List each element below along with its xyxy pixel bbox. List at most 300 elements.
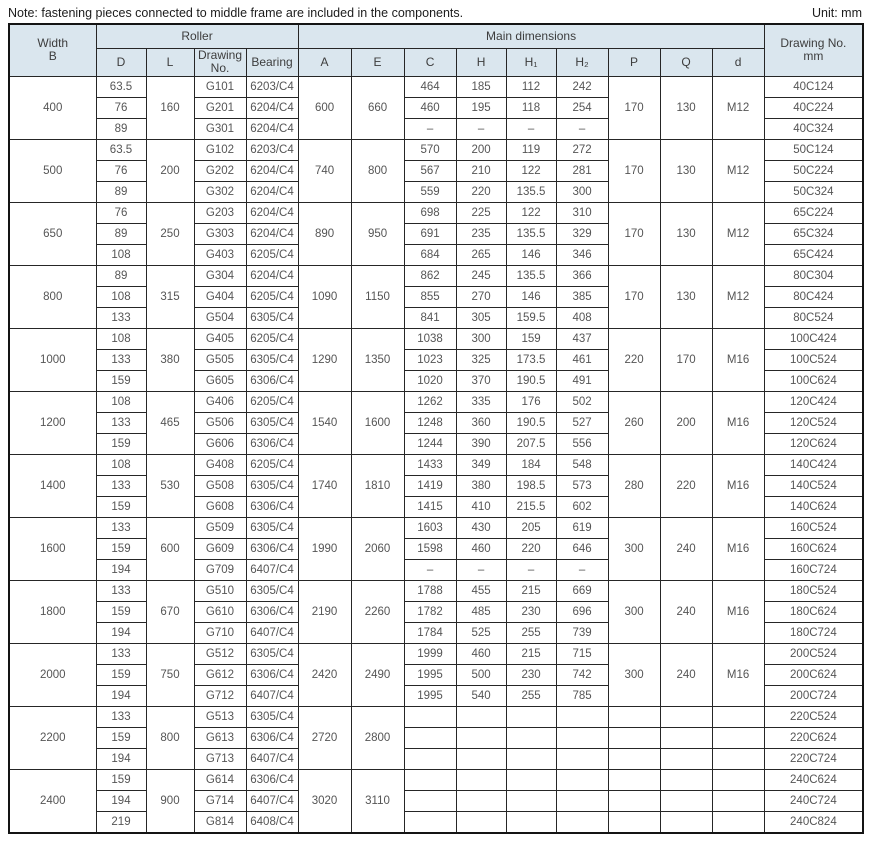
cell-c: 855 — [404, 286, 456, 307]
cell-h2: – — [556, 118, 608, 139]
cell-a: 1290 — [298, 328, 351, 391]
cell-h2 — [556, 790, 608, 811]
cell-d-thread — [712, 727, 764, 748]
cell-h1: 112 — [506, 76, 556, 97]
cell-h1: 122 — [506, 202, 556, 223]
cell-bearing: 6305/C4 — [246, 307, 298, 328]
cell-h2: 300 — [556, 181, 608, 202]
cell-drawing-no-mm: 140C524 — [764, 475, 863, 496]
cell-h1: 205 — [506, 517, 556, 538]
cell-c: 1995 — [404, 685, 456, 706]
cell-h2 — [556, 769, 608, 790]
cell-h1: 135.5 — [506, 181, 556, 202]
cell-h: 270 — [456, 286, 506, 307]
cell-h2: 669 — [556, 580, 608, 601]
cell-roller-d: 133 — [96, 349, 146, 370]
cell-h: 335 — [456, 391, 506, 412]
cell-h1: 173.5 — [506, 349, 556, 370]
cell-bearing: 6407/C4 — [246, 559, 298, 580]
cell-h: 485 — [456, 601, 506, 622]
cell-h1: 146 — [506, 244, 556, 265]
cell-p — [608, 748, 660, 769]
cell-roller-d: 159 — [96, 769, 146, 790]
cell-p — [608, 706, 660, 727]
cell-c — [404, 706, 456, 727]
cell-roller-l: 800 — [146, 706, 194, 769]
cell-drawing-no-mm: 40C324 — [764, 118, 863, 139]
cell-roller-d: 194 — [96, 622, 146, 643]
cell-roller-d: 89 — [96, 118, 146, 139]
cell-q — [660, 727, 712, 748]
cell-h1: 176 — [506, 391, 556, 412]
cell-roller-drawing-no: G301 — [194, 118, 246, 139]
cell-d-thread: M16 — [712, 328, 764, 391]
cell-h2: 272 — [556, 139, 608, 160]
cell-drawing-no-mm: 160C524 — [764, 517, 863, 538]
cell-roller-drawing-no: G101 — [194, 76, 246, 97]
cell-roller-drawing-no: G713 — [194, 748, 246, 769]
cell-c: 1433 — [404, 454, 456, 475]
cell-roller-drawing-no: G814 — [194, 811, 246, 833]
cell-a: 2190 — [298, 580, 351, 643]
cell-h1: 159.5 — [506, 307, 556, 328]
cell-width-b: 1600 — [9, 517, 96, 580]
cell-h: 455 — [456, 580, 506, 601]
cell-a: 1740 — [298, 454, 351, 517]
cell-e: 3110 — [351, 769, 404, 833]
cell-c: 1038 — [404, 328, 456, 349]
cell-c: 1244 — [404, 433, 456, 454]
cell-a: 600 — [298, 76, 351, 139]
header-drawing-no-line2: mm — [803, 49, 824, 64]
cell-h2: 646 — [556, 538, 608, 559]
table-row — [9, 748, 863, 769]
cell-c: 684 — [404, 244, 456, 265]
cell-c — [404, 748, 456, 769]
cell-roller-drawing-no: G509 — [194, 517, 246, 538]
cell-drawing-no-mm: 120C424 — [764, 391, 863, 412]
cell-drawing-no-mm: 100C424 — [764, 328, 863, 349]
cell-roller-l: 250 — [146, 202, 194, 265]
cell-h2: 310 — [556, 202, 608, 223]
cell-h1 — [506, 727, 556, 748]
cell-c: 1603 — [404, 517, 456, 538]
cell-a: 740 — [298, 139, 351, 202]
cell-h: 540 — [456, 685, 506, 706]
cell-c: – — [404, 118, 456, 139]
cell-width-b: 1000 — [9, 328, 96, 391]
header-col-drawing-no: Drawing No. — [194, 49, 246, 77]
cell-h2 — [556, 748, 608, 769]
cell-drawing-no-mm: 160C624 — [764, 538, 863, 559]
cell-c: 460 — [404, 97, 456, 118]
table-row — [9, 580, 863, 601]
cell-roller-drawing-no: G203 — [194, 202, 246, 223]
cell-drawing-no-mm: 140C624 — [764, 496, 863, 517]
header-col-h1: H₁ — [506, 49, 556, 77]
cell-width-b: 800 — [9, 265, 96, 328]
cell-c — [404, 790, 456, 811]
cell-c: 1782 — [404, 601, 456, 622]
cell-c: 559 — [404, 181, 456, 202]
cell-roller-d: 76 — [96, 97, 146, 118]
cell-roller-drawing-no: G510 — [194, 580, 246, 601]
cell-h2: 408 — [556, 307, 608, 328]
cell-h1: 122 — [506, 160, 556, 181]
cell-h1: 230 — [506, 664, 556, 685]
cell-bearing: 6305/C4 — [246, 517, 298, 538]
cell-c — [404, 727, 456, 748]
cell-c — [404, 769, 456, 790]
cell-a: 1540 — [298, 391, 351, 454]
cell-h: 460 — [456, 538, 506, 559]
cell-roller-d: 89 — [96, 265, 146, 286]
cell-roller-l: 670 — [146, 580, 194, 643]
cell-c — [404, 811, 456, 833]
cell-c: 1788 — [404, 580, 456, 601]
header-col-c: C — [404, 49, 456, 77]
cell-roller-drawing-no: G303 — [194, 223, 246, 244]
cell-q — [660, 706, 712, 727]
cell-drawing-no-mm: 50C124 — [764, 139, 863, 160]
cell-h — [456, 706, 506, 727]
cell-h2: 385 — [556, 286, 608, 307]
cell-roller-d: 63.5 — [96, 76, 146, 97]
cell-h2: 254 — [556, 97, 608, 118]
cell-e: 1810 — [351, 454, 404, 517]
cell-drawing-no-mm: 40C224 — [764, 97, 863, 118]
cell-drawing-no-mm: 220C624 — [764, 727, 863, 748]
cell-roller-drawing-no: G403 — [194, 244, 246, 265]
cell-bearing: 6205/C4 — [246, 454, 298, 475]
cell-bearing: 6407/C4 — [246, 790, 298, 811]
cell-roller-l: 900 — [146, 769, 194, 833]
cell-q: 240 — [660, 643, 712, 706]
cell-q — [660, 769, 712, 790]
cell-h1: 255 — [506, 685, 556, 706]
cell-drawing-no-mm: 65C424 — [764, 244, 863, 265]
table-row — [9, 139, 863, 160]
cell-width-b: 2200 — [9, 706, 96, 769]
cell-h: 380 — [456, 475, 506, 496]
cell-h: 360 — [456, 412, 506, 433]
cell-roller-drawing-no: G612 — [194, 664, 246, 685]
cell-h2: 556 — [556, 433, 608, 454]
cell-c: 1419 — [404, 475, 456, 496]
cell-h — [456, 769, 506, 790]
cell-roller-d: 133 — [96, 517, 146, 538]
cell-h: 325 — [456, 349, 506, 370]
cell-width-b: 1400 — [9, 454, 96, 517]
cell-roller-drawing-no: G508 — [194, 475, 246, 496]
cell-h1: 215 — [506, 580, 556, 601]
cell-h1: 215 — [506, 643, 556, 664]
cell-roller-d: 133 — [96, 307, 146, 328]
cell-bearing: 6204/C4 — [246, 202, 298, 223]
cell-h1: 190.5 — [506, 370, 556, 391]
cell-d-thread: M16 — [712, 643, 764, 706]
cell-bearing: 6305/C4 — [246, 475, 298, 496]
cell-h1: – — [506, 559, 556, 580]
cell-h1: – — [506, 118, 556, 139]
cell-roller-drawing-no: G714 — [194, 790, 246, 811]
cell-roller-drawing-no: G609 — [194, 538, 246, 559]
cell-h2: – — [556, 559, 608, 580]
cell-q — [660, 790, 712, 811]
cell-h: 245 — [456, 265, 506, 286]
cell-h2: 461 — [556, 349, 608, 370]
cell-roller-l: 750 — [146, 643, 194, 706]
cell-h2: 573 — [556, 475, 608, 496]
cell-drawing-no-mm: 180C524 — [764, 580, 863, 601]
cell-roller-d: 133 — [96, 643, 146, 664]
cell-q: 130 — [660, 265, 712, 328]
cell-h — [456, 811, 506, 833]
cell-p: 170 — [608, 202, 660, 265]
table-row — [9, 328, 863, 349]
cell-drawing-no-mm: 40C124 — [764, 76, 863, 97]
cell-roller-l: 530 — [146, 454, 194, 517]
header-roller: Roller — [96, 24, 298, 49]
cell-roller-drawing-no: G710 — [194, 622, 246, 643]
cell-roller-d: 108 — [96, 328, 146, 349]
cell-a: 890 — [298, 202, 351, 265]
header-col-d-thread: d — [712, 49, 764, 77]
cell-width-b: 650 — [9, 202, 96, 265]
cell-roller-drawing-no: G406 — [194, 391, 246, 412]
cell-drawing-no-mm: 65C324 — [764, 223, 863, 244]
cell-bearing: 6204/C4 — [246, 97, 298, 118]
header-col-d: D — [96, 49, 146, 77]
cell-width-b: 500 — [9, 139, 96, 202]
cell-roller-d: 133 — [96, 412, 146, 433]
cell-h1: 230 — [506, 601, 556, 622]
cell-h: 225 — [456, 202, 506, 223]
cell-bearing: 6306/C4 — [246, 769, 298, 790]
cell-d-thread — [712, 811, 764, 833]
cell-p — [608, 727, 660, 748]
cell-h2: 346 — [556, 244, 608, 265]
cell-c: 1415 — [404, 496, 456, 517]
cell-h: 300 — [456, 328, 506, 349]
cell-h: – — [456, 559, 506, 580]
cell-h2: 696 — [556, 601, 608, 622]
header-drawing-no-line1: Drawing No. — [780, 36, 847, 50]
cell-h — [456, 790, 506, 811]
cell-drawing-no-mm: 80C304 — [764, 265, 863, 286]
cell-d-thread: M12 — [712, 202, 764, 265]
cell-h: 349 — [456, 454, 506, 475]
cell-h1: 215.5 — [506, 496, 556, 517]
cell-h — [456, 727, 506, 748]
cell-roller-d: 159 — [96, 601, 146, 622]
cell-h1: 135.5 — [506, 223, 556, 244]
cell-drawing-no-mm: 220C724 — [764, 748, 863, 769]
cell-h1: 198.5 — [506, 475, 556, 496]
cell-h2: 242 — [556, 76, 608, 97]
cell-p: 300 — [608, 643, 660, 706]
cell-roller-d: 133 — [96, 475, 146, 496]
cell-p: 170 — [608, 265, 660, 328]
cell-bearing: 6203/C4 — [246, 76, 298, 97]
table-row — [9, 727, 863, 748]
header-col-p: P — [608, 49, 660, 77]
cell-roller-drawing-no: G610 — [194, 601, 246, 622]
cell-c: 1999 — [404, 643, 456, 664]
cell-h: 410 — [456, 496, 506, 517]
cell-h2: 548 — [556, 454, 608, 475]
cell-bearing: 6204/C4 — [246, 265, 298, 286]
cell-roller-d: 159 — [96, 664, 146, 685]
cell-bearing: 6205/C4 — [246, 328, 298, 349]
cell-bearing: 6306/C4 — [246, 601, 298, 622]
cell-q: 130 — [660, 202, 712, 265]
cell-drawing-no-mm: 180C624 — [764, 601, 863, 622]
cell-h2: 329 — [556, 223, 608, 244]
cell-bearing: 6306/C4 — [246, 664, 298, 685]
top-bar — [0, 0, 870, 23]
cell-roller-drawing-no: G202 — [194, 160, 246, 181]
cell-roller-l: 465 — [146, 391, 194, 454]
cell-q: 200 — [660, 391, 712, 454]
cell-bearing: 6306/C4 — [246, 496, 298, 517]
cell-p: 300 — [608, 517, 660, 580]
cell-roller-d: 219 — [96, 811, 146, 833]
cell-c: 1020 — [404, 370, 456, 391]
cell-d-thread: M16 — [712, 454, 764, 517]
cell-roller-d: 194 — [96, 790, 146, 811]
cell-q: 130 — [660, 76, 712, 139]
cell-bearing: 6305/C4 — [246, 580, 298, 601]
cell-width-b: 2400 — [9, 769, 96, 833]
cell-bearing: 6204/C4 — [246, 118, 298, 139]
header-drawing-no-mm — [764, 24, 863, 76]
cell-c: 841 — [404, 307, 456, 328]
cell-roller-drawing-no: G201 — [194, 97, 246, 118]
cell-p: 170 — [608, 76, 660, 139]
cell-p — [608, 769, 660, 790]
cell-d-thread: M12 — [712, 139, 764, 202]
cell-roller-d: 159 — [96, 433, 146, 454]
header-col-bearing: Bearing — [246, 49, 298, 77]
cell-c: 464 — [404, 76, 456, 97]
cell-roller-drawing-no: G709 — [194, 559, 246, 580]
cell-e: 1150 — [351, 265, 404, 328]
header-col-e: E — [351, 49, 404, 77]
cell-drawing-no-mm: 120C624 — [764, 433, 863, 454]
cell-e: 800 — [351, 139, 404, 202]
header-width-b — [9, 24, 96, 76]
cell-roller-drawing-no: G506 — [194, 412, 246, 433]
cell-q: 130 — [660, 139, 712, 202]
cell-h: 210 — [456, 160, 506, 181]
cell-bearing: 6306/C4 — [246, 727, 298, 748]
cell-h2: 527 — [556, 412, 608, 433]
cell-a: 1990 — [298, 517, 351, 580]
cell-drawing-no-mm: 100C524 — [764, 349, 863, 370]
header-col-a: A — [298, 49, 351, 77]
cell-c: 570 — [404, 139, 456, 160]
cell-h2: 739 — [556, 622, 608, 643]
cell-p: 260 — [608, 391, 660, 454]
cell-h — [456, 748, 506, 769]
cell-d-thread — [712, 748, 764, 769]
cell-bearing: 6306/C4 — [246, 433, 298, 454]
header-col-l: L — [146, 49, 194, 77]
cell-roller-l: 380 — [146, 328, 194, 391]
cell-drawing-no-mm: 120C524 — [764, 412, 863, 433]
cell-drawing-no-mm: 220C524 — [764, 706, 863, 727]
table-row — [9, 643, 863, 664]
cell-e: 1350 — [351, 328, 404, 391]
cell-roller-drawing-no: G712 — [194, 685, 246, 706]
cell-e: 2490 — [351, 643, 404, 706]
cell-roller-d: 89 — [96, 181, 146, 202]
note-text: Note: fastening pieces connected to middle frame are included in the components. — [8, 6, 464, 20]
cell-c: 1995 — [404, 664, 456, 685]
cell-h2: 619 — [556, 517, 608, 538]
cell-c: 1023 — [404, 349, 456, 370]
cell-drawing-no-mm: 200C624 — [764, 664, 863, 685]
header-width-b-line1: Width — [37, 36, 69, 50]
cell-p: 220 — [608, 328, 660, 391]
cell-h1 — [506, 706, 556, 727]
cell-d-thread: M16 — [712, 517, 764, 580]
cell-bearing: 6204/C4 — [246, 160, 298, 181]
table-row — [9, 790, 863, 811]
cell-e: 950 — [351, 202, 404, 265]
cell-h: 390 — [456, 433, 506, 454]
cell-q — [660, 748, 712, 769]
cell-roller-drawing-no: G302 — [194, 181, 246, 202]
cell-e: 2260 — [351, 580, 404, 643]
cell-bearing: 6407/C4 — [246, 685, 298, 706]
cell-c: 1784 — [404, 622, 456, 643]
cell-q: 170 — [660, 328, 712, 391]
cell-width-b: 1200 — [9, 391, 96, 454]
cell-h2: 281 — [556, 160, 608, 181]
cell-h2: 715 — [556, 643, 608, 664]
cell-width-b: 400 — [9, 76, 96, 139]
cell-q: 220 — [660, 454, 712, 517]
cell-drawing-no-mm: 240C624 — [764, 769, 863, 790]
cell-c: – — [404, 559, 456, 580]
cell-bearing: 6306/C4 — [246, 538, 298, 559]
cell-h: 195 — [456, 97, 506, 118]
cell-roller-drawing-no: G505 — [194, 349, 246, 370]
cell-roller-drawing-no: G405 — [194, 328, 246, 349]
cell-drawing-no-mm: 50C324 — [764, 181, 863, 202]
cell-roller-d: 133 — [96, 580, 146, 601]
cell-drawing-no-mm: 80C524 — [764, 307, 863, 328]
cell-e: 1600 — [351, 391, 404, 454]
cell-q — [660, 811, 712, 833]
cell-c: 691 — [404, 223, 456, 244]
cell-h: 305 — [456, 307, 506, 328]
cell-roller-d: 89 — [96, 223, 146, 244]
cell-bearing: 6306/C4 — [246, 370, 298, 391]
cell-p — [608, 811, 660, 833]
cell-bearing: 6204/C4 — [246, 181, 298, 202]
cell-e: 660 — [351, 76, 404, 139]
cell-drawing-no-mm: 240C724 — [764, 790, 863, 811]
cell-roller-l: 160 — [146, 76, 194, 139]
cell-roller-d: 108 — [96, 286, 146, 307]
cell-h2: 502 — [556, 391, 608, 412]
cell-roller-l: 315 — [146, 265, 194, 328]
cell-d-thread: M16 — [712, 391, 764, 454]
cell-roller-drawing-no: G605 — [194, 370, 246, 391]
